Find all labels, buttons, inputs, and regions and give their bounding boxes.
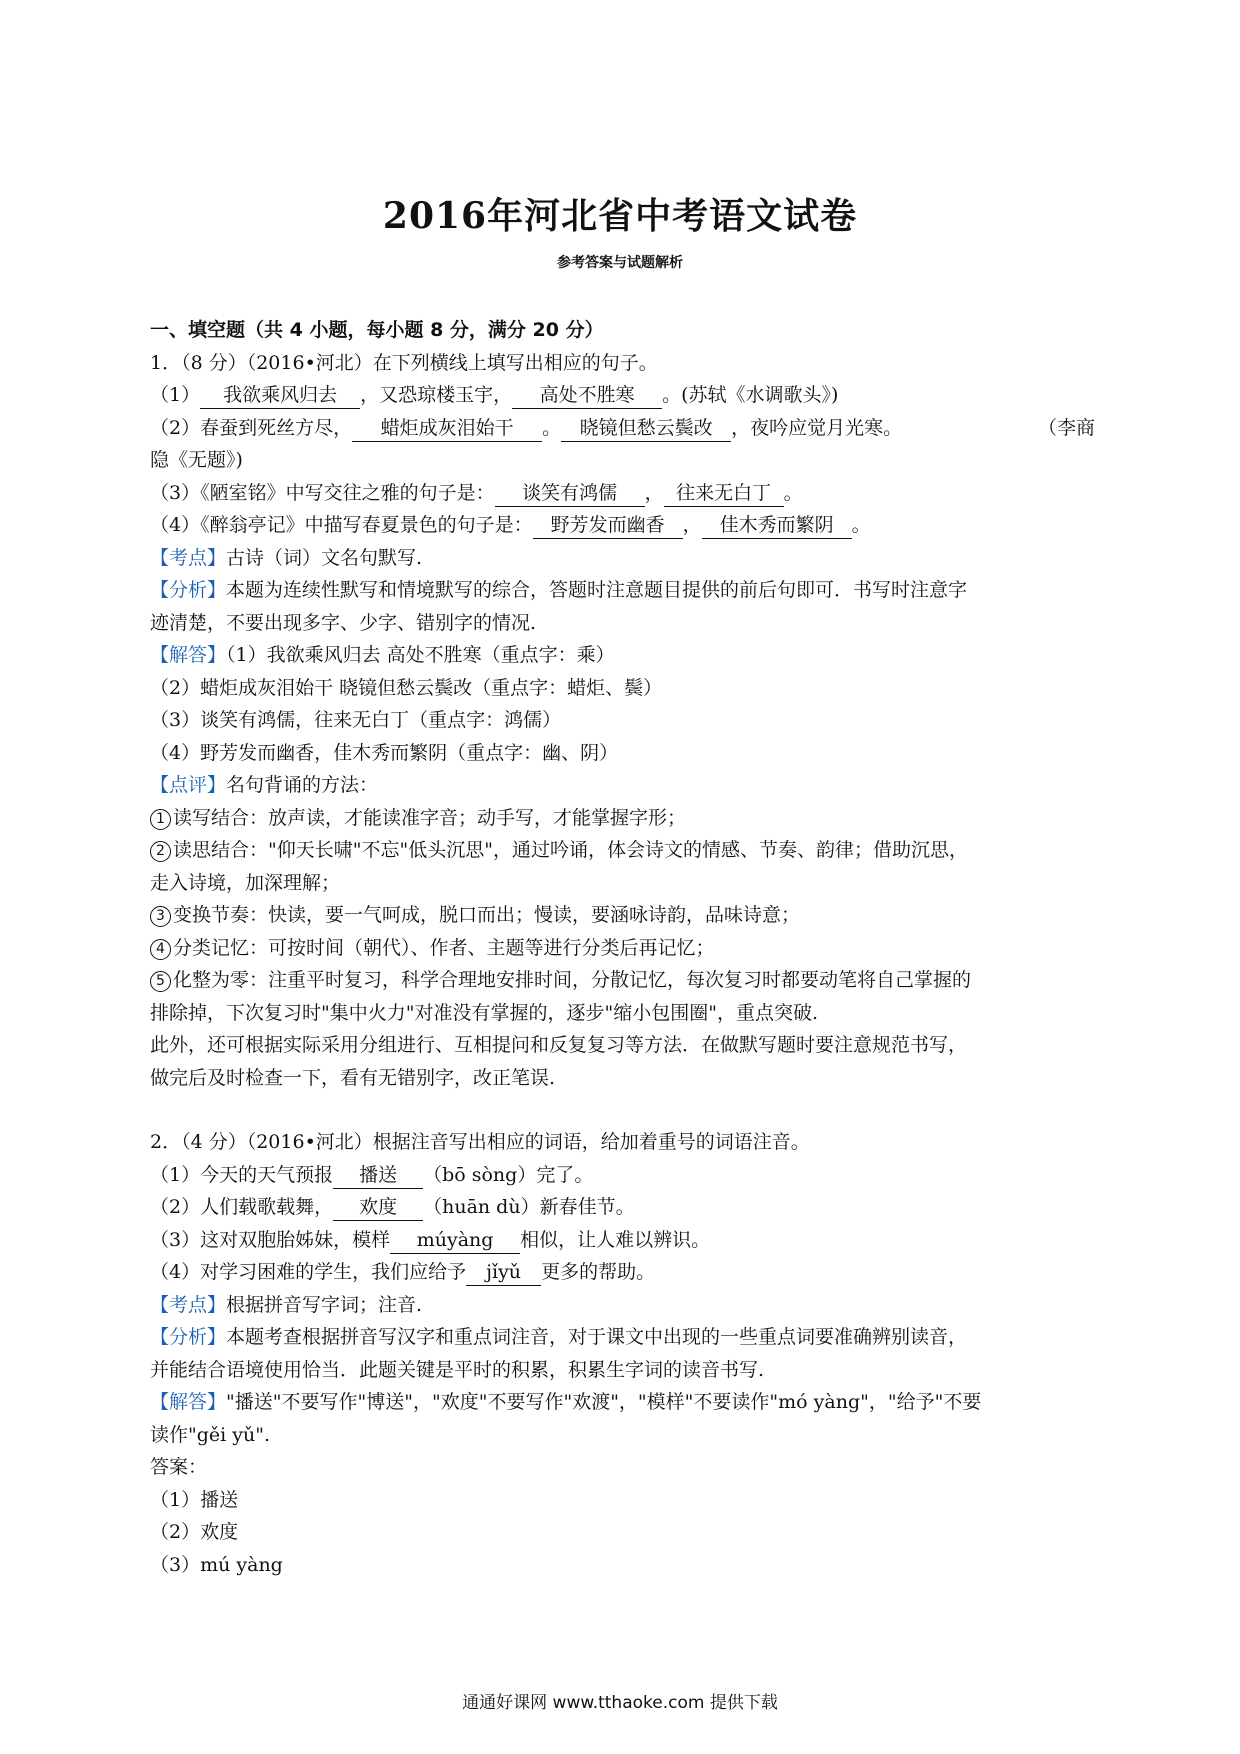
- q2-stem: 2．（4 分）（2016•河北）根据注音写出相应的词语，给加着重号的词语注音。: [150, 1131, 810, 1153]
- q2-item-2: [150, 1191, 1095, 1224]
- jieda-line-2: （2）蜡炬成灰泪始干 晓镜但愁云鬓改（重点字：蜡炬、鬓）: [150, 676, 663, 699]
- method-5: [150, 964, 1095, 997]
- q1-item1-mid: ，又恐琼楼玉宇，: [360, 384, 513, 406]
- dianping-text: 名句背诵的方法：: [226, 774, 379, 796]
- method-5-continuation: 排除掉，下次复习时"集中火力"对准没有掌握的，逐步"缩小包围圈"，重点突破.: [150, 1001, 818, 1024]
- q1-item-2: [150, 412, 1095, 445]
- q1-item3-pre: （3）《陋室铭》中写交往之雅的句子是：: [150, 481, 495, 504]
- q1-kaodian: [150, 542, 1095, 575]
- method-2-text: 读思结合："仰天长啸"不忘"低头沉思"，通过吟诵，体会诗文的情感、节奏、韵律；借助沉思，: [173, 839, 968, 861]
- jieda-line-3: （3）谈笑有鸿儒，往来无白丁（重点字：鸿儒）: [150, 709, 562, 731]
- q2-item-1: [150, 1159, 1095, 1192]
- answer-2: （2）欢度: [150, 1521, 239, 1543]
- q1-fenxi: [150, 574, 1095, 607]
- q2-item-4: [150, 1256, 1095, 1289]
- section-heading: 一、填空题（共 4 小题，每小题 8 分，满分 20 分）: [150, 319, 604, 341]
- fenxi-tag: 【分析】: [150, 579, 227, 601]
- q2-item4-answer: jǐyǔ: [466, 1259, 541, 1286]
- jieda-tag: 【解答】: [150, 644, 227, 666]
- method-5-text: 化整为零：注重平时复习，科学合理地安排时间，分散记忆，每次复习时都要动笔将自己掌握的: [173, 969, 972, 991]
- jieda-line-4: （4）野芳发而幽香，佳木秀而繁阴（重点字：幽、阴）: [150, 741, 619, 764]
- q1-item3-post: 。: [783, 481, 803, 504]
- dianping-tag: 【点评】: [150, 774, 227, 796]
- page-footer: 通通好课网 www.tthaoke.com 提供下载: [462, 1693, 778, 1713]
- q2-item1-answer: 播送: [333, 1162, 423, 1189]
- document-body: [150, 314, 1095, 1581]
- q1-item2-answer2: 晓镜但愁云鬓改: [561, 415, 731, 442]
- q1-item1-answer1: 我欲乘风归去: [200, 382, 360, 409]
- q1-item1-answer2: 高处不胜寒: [512, 382, 662, 409]
- spacer: [150, 1094, 1095, 1126]
- q1-item-1: [150, 379, 1095, 412]
- q1-item4-answer1: 野芳发而幽香: [533, 512, 683, 539]
- method-4: [150, 932, 1095, 965]
- q1-item4-mid: ，: [682, 514, 702, 536]
- q1-item-3: [150, 477, 1095, 510]
- circled-number-1: 1: [150, 809, 171, 830]
- kaodian-text: 根据拼音写字词；注音.: [226, 1293, 423, 1316]
- q2-item3-post: 相似，让人难以辨识。: [520, 1228, 711, 1251]
- q1-item1-post: 。(苏轼《水调歌头》): [662, 384, 839, 406]
- jieda-tag: 【解答】: [150, 1391, 227, 1413]
- answer-1: （1）播送: [150, 1488, 239, 1511]
- method-2: [150, 834, 1095, 867]
- circled-number-4: 4: [150, 939, 171, 960]
- q1-item4-answer2: 佳木秀而繁阴: [702, 512, 852, 539]
- q1-item2-right: （李商: [1037, 416, 1095, 439]
- q1-fenxi-continuation: 迹清楚，不要出现多字、少字、错别字的情况.: [150, 611, 537, 634]
- q2-item2-answer: 欢度: [333, 1194, 423, 1221]
- q2-fenxi-continuation: 并能结合语境使用恰当．此题关键是平时的积累，积累生字词的读音书写.: [150, 1358, 765, 1381]
- answer-label: 答案：: [150, 1456, 208, 1478]
- q1-stem: 1．（8 分）（2016•河北）在下列横线上填写出相应的句子。: [150, 351, 658, 374]
- q2-item-3: [150, 1224, 1095, 1257]
- q2-item4-post: 更多的帮助。: [541, 1261, 656, 1283]
- fenxi-text: 本题为连续性默写和情境默写的综合，答题时注意题目提供的前后句即可．书写时注意字: [226, 579, 968, 601]
- q1-item2-answer1: 蜡炬成灰泪始干: [352, 415, 542, 442]
- fenxi-text: 本题考查根据拼音写汉字和重点词注音，对于课文中出现的一些重点词要准确辨别读音，: [226, 1326, 968, 1348]
- q2-item1-pre: （1）今天的天气预报: [150, 1163, 334, 1186]
- fenxi-tag: 【分析】: [150, 1326, 227, 1348]
- page-title: 2016年河北省中考语文试卷: [382, 195, 858, 237]
- q1-item3-answer1: 谈笑有鸿儒: [495, 480, 645, 507]
- method-1: [150, 802, 1095, 835]
- q1-item4-pre: （4）《醉翁亭记》中描写春夏景色的句子是：: [150, 514, 533, 536]
- q2-item3-answer: múyàng: [390, 1227, 520, 1254]
- q1-item3-answer2: 往来无白丁: [664, 480, 784, 507]
- q1-item2-pre: （2）春蚕到死丝方尽，: [150, 416, 353, 439]
- q1-item-4: [150, 509, 1095, 542]
- kaodian-tag: 【考点】: [150, 546, 227, 569]
- q2-fenxi: [150, 1321, 1095, 1354]
- q1-item2-continuation: 隐《无题》): [150, 449, 243, 471]
- q1-item3-mid: ，: [644, 481, 664, 504]
- method-3-text: 变换节奏：快读，要一气呵成，脱口而出；慢读，要涵咏诗韵，品味诗意；: [173, 904, 801, 926]
- q2-jieda: [150, 1386, 1095, 1419]
- q2-item2-pre: （2）人们载歌载舞，: [150, 1196, 334, 1218]
- q1-dianping: [150, 769, 1095, 802]
- kaodian-text: 古诗（词）文名句默写.: [226, 546, 423, 569]
- q2-item1-post: （bō sòng）完了。: [423, 1163, 594, 1186]
- q1-item2-mid: 。: [542, 416, 562, 439]
- method-3: [150, 899, 1095, 932]
- jieda-line-1: （1）我欲乘风归去 高处不胜寒（重点字：乘）: [226, 644, 615, 666]
- kaodian-tag: 【考点】: [150, 1293, 227, 1316]
- q2-item3-pre: （3）这对双胞胎姊妹，模样: [150, 1228, 391, 1251]
- circled-number-5: 5: [150, 971, 171, 992]
- circled-number-2: 2: [150, 841, 171, 862]
- jieda-text: "播送"不要写作"博送"，"欢度"不要写作"欢渡"，"模样"不要读作"mó yàng"，"给予"不要: [226, 1391, 982, 1413]
- q2-item2-post: （huān dù）新春佳节。: [423, 1196, 635, 1218]
- dianping-extra-1: 此外，还可根据实际采用分组进行、互相提问和反复复习等方法．在做默写题时要注意规范书写，: [150, 1034, 968, 1056]
- method-1-text: 读写结合：放声读，才能读准字音；动手写，才能掌握字形；: [173, 806, 687, 829]
- q1-item4-post: 。: [851, 514, 871, 536]
- q2-jieda-continuation: 读作"gěi yǔ".: [150, 1423, 271, 1446]
- q1-jieda: [150, 639, 1095, 672]
- q2-kaodian: [150, 1289, 1095, 1322]
- dianping-extra-2: 做完后及时检查一下，看有无错别字，改正笔误.: [150, 1066, 556, 1089]
- answer-3: （3）mú yàng: [150, 1553, 283, 1576]
- page-subtitle: 参考答案与试题解析: [557, 255, 683, 271]
- circled-number-3: 3: [150, 906, 171, 927]
- q2-item4-pre: （4）对学习困难的学生，我们应给予: [150, 1261, 467, 1283]
- q1-item1-pre: （1）: [150, 384, 201, 406]
- q1-item2-post: ，夜吟应觉月光寒。: [731, 416, 903, 439]
- method-4-text: 分类记忆：可按时间（朝代）、作者、主题等进行分类后再记忆；: [173, 936, 715, 959]
- method-2-continuation: 走入诗境，加深理解；: [150, 871, 341, 894]
